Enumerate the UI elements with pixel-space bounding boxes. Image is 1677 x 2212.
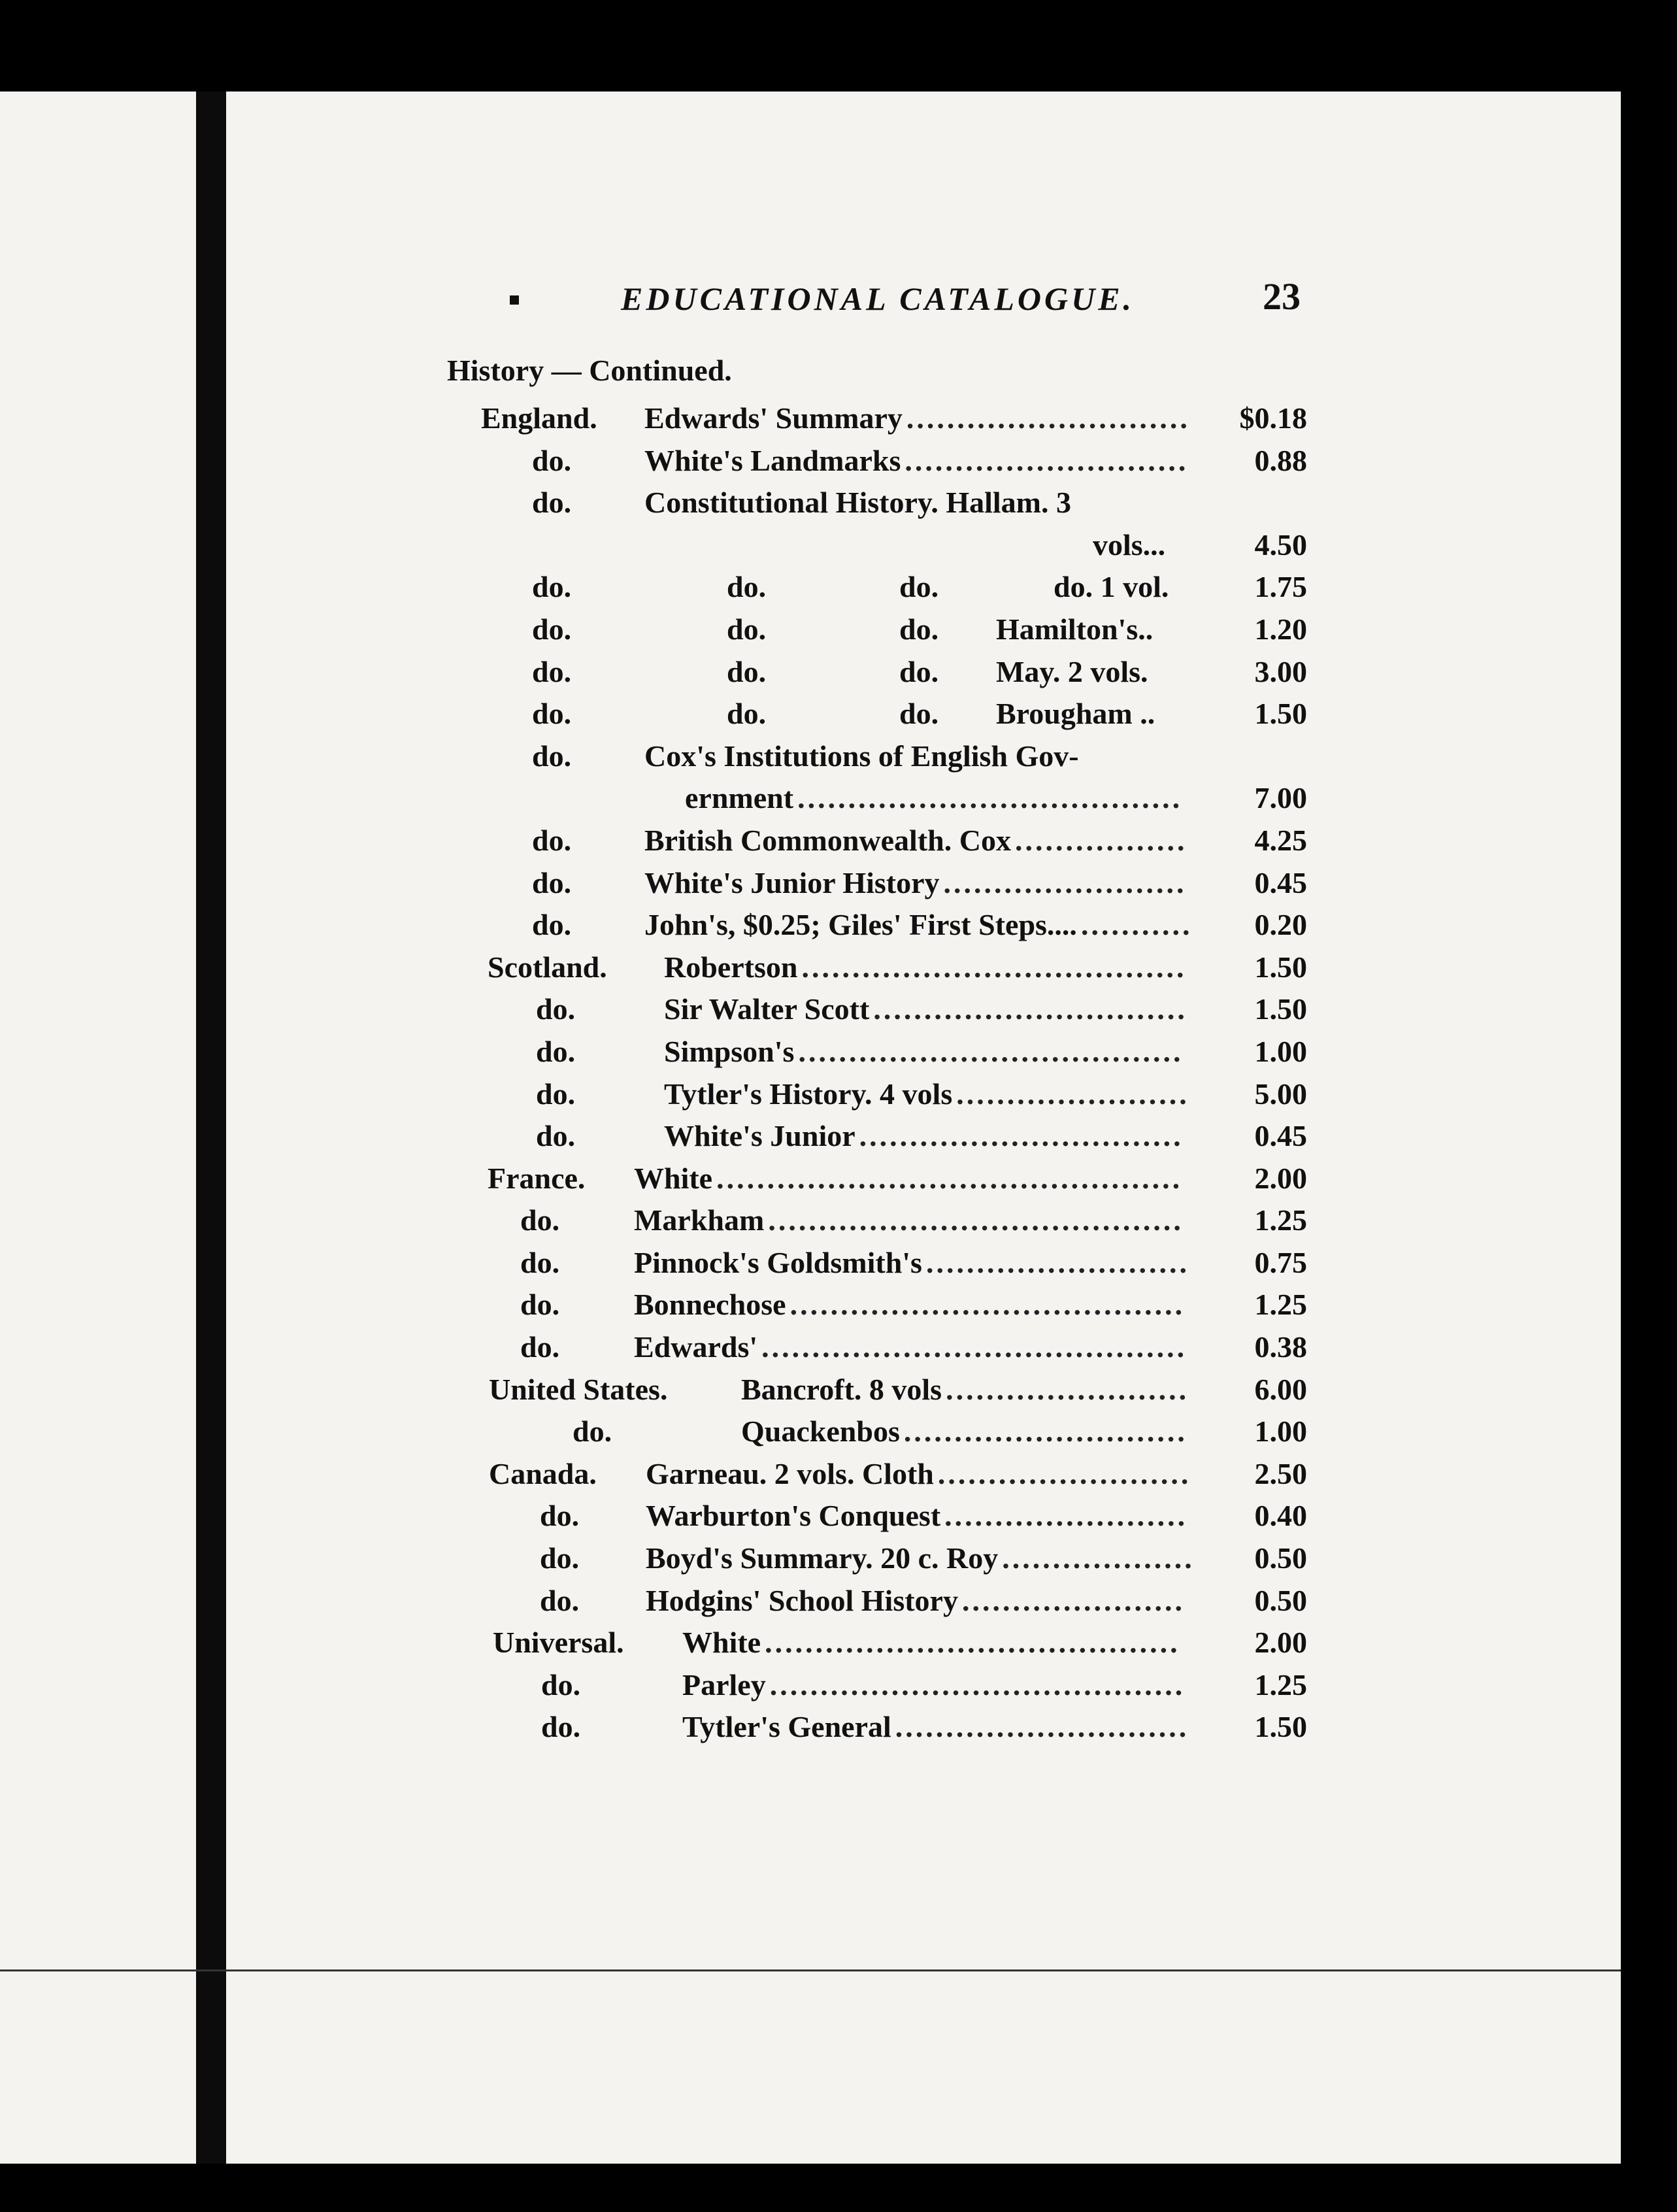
entry-title: Bancroft. 8 vols xyxy=(741,1372,942,1406)
entry-subject: do. xyxy=(536,1034,576,1068)
entry-price: 4.25 xyxy=(1254,823,1307,857)
catalogue-entry xyxy=(0,1537,1677,1580)
entry-price: 0.40 xyxy=(1254,1499,1307,1533)
leader-dots: ......................... xyxy=(937,1456,1191,1490)
leader-dots: ...................................... xyxy=(798,1034,1184,1068)
entry-title: White's Junior History xyxy=(644,865,940,899)
entry-subject: do. xyxy=(532,865,572,899)
catalogue-entry xyxy=(0,482,1677,524)
entry-title: vols... xyxy=(1093,528,1166,561)
entry-title: White's Landmarks xyxy=(644,443,901,477)
catalogue-entry xyxy=(0,947,1677,989)
entry-ditto: do. xyxy=(899,697,939,731)
leader-dots: ......................................... xyxy=(769,1667,1186,1701)
catalogue-entry xyxy=(0,1706,1677,1749)
entry-subject: do. xyxy=(520,1245,560,1279)
entry-title: Markham xyxy=(634,1203,765,1237)
entry-subject: Universal. xyxy=(493,1626,624,1660)
entry-title: Hamilton's.. xyxy=(996,612,1154,646)
catalogue-entry xyxy=(0,693,1677,735)
catalogue-entry xyxy=(0,1326,1677,1369)
leader-dots: ......................................... xyxy=(765,1626,1180,1660)
section-heading xyxy=(447,353,732,388)
entry-title: White's Junior xyxy=(664,1119,855,1153)
catalogue-entry xyxy=(0,566,1677,609)
entry-title: Bonnechose xyxy=(634,1288,786,1322)
entry-subject: United States. xyxy=(489,1372,668,1406)
entry-ditto: do. xyxy=(727,570,767,604)
leader-dots: ...................................... xyxy=(797,781,1183,815)
catalogue-entry xyxy=(0,440,1677,482)
entry-title: John's, $0.25; Giles' First Steps.... xyxy=(644,908,1077,942)
entry-price: 1.75 xyxy=(1254,570,1307,604)
catalogue-entry xyxy=(0,524,1677,567)
entry-subject: do. xyxy=(532,823,572,857)
leader-dots: ................... xyxy=(1002,1541,1195,1575)
entry-subject: Scotland. xyxy=(488,950,607,984)
leader-dots: .......................................... xyxy=(761,1330,1187,1364)
entry-subject: do. xyxy=(520,1288,560,1322)
leader-dots: ............................. xyxy=(895,1710,1189,1744)
entry-title: Constitutional History. Hallam. 3 xyxy=(644,486,1071,520)
entry-subject: do. xyxy=(541,1667,581,1701)
leader-dots: ................. xyxy=(1014,823,1187,857)
leader-dots: ...................... xyxy=(961,1583,1185,1617)
entry-subject: do. xyxy=(532,908,572,942)
entry-price: 1.20 xyxy=(1254,612,1307,646)
section-continued: — Continued. xyxy=(551,354,732,387)
leader-dots: ............................ xyxy=(905,443,1189,477)
page-number: 23 xyxy=(1263,275,1301,318)
entry-price: 0.45 xyxy=(1254,1119,1307,1153)
entry-ditto: do. xyxy=(899,612,939,646)
entry-price: 1.50 xyxy=(1254,1710,1307,1744)
catalogue-entry xyxy=(0,904,1677,947)
entry-subject: do. xyxy=(532,612,572,646)
catalogue-entry xyxy=(0,1411,1677,1453)
entry-title: Quackenbos xyxy=(741,1415,900,1449)
entry-price: 2.00 xyxy=(1254,1161,1307,1195)
entry-ditto: do. xyxy=(727,654,767,688)
entry-subject: do. xyxy=(573,1415,612,1449)
entry-subject: do. xyxy=(532,570,572,604)
entry-title: Brougham .. xyxy=(996,697,1155,731)
catalogue-entry xyxy=(0,1664,1677,1707)
entry-title: White xyxy=(682,1626,761,1660)
entry-price: 1.25 xyxy=(1254,1667,1307,1701)
section-name: History xyxy=(447,354,544,387)
entry-price: 1.25 xyxy=(1254,1203,1307,1237)
catalogue-entry xyxy=(0,1073,1677,1116)
entry-price: 0.50 xyxy=(1254,1541,1307,1575)
entry-price: 6.00 xyxy=(1254,1372,1307,1406)
entry-title: Edwards' xyxy=(634,1330,758,1364)
entry-ditto: do. xyxy=(727,612,767,646)
entry-title: British Commonwealth. Cox xyxy=(644,823,1011,857)
entry-title: Parley xyxy=(682,1667,766,1701)
entry-price: 0.38 xyxy=(1254,1330,1307,1364)
entry-price: $0.18 xyxy=(1239,401,1307,435)
page-edge-rule xyxy=(0,1969,1621,1971)
catalogue-entry xyxy=(0,651,1677,694)
history-price-list xyxy=(0,397,1677,1749)
catalogue-entry xyxy=(0,1580,1677,1622)
leader-dots: ............................ xyxy=(903,1415,1187,1449)
entry-subject: do. xyxy=(540,1499,580,1533)
catalogue-entry xyxy=(0,1115,1677,1158)
entry-subject: France. xyxy=(488,1161,586,1195)
entry-title: Robertson xyxy=(664,950,798,984)
entry-price: 1.00 xyxy=(1254,1034,1307,1068)
entry-price: 0.75 xyxy=(1254,1245,1307,1279)
entry-title: Cox's Institutions of English Gov- xyxy=(644,739,1079,773)
entry-price: 0.50 xyxy=(1254,1583,1307,1617)
entry-ditto: do. xyxy=(899,654,939,688)
entry-title: Boyd's Summary. 20 c. Roy xyxy=(646,1541,999,1575)
entry-subject: do. xyxy=(536,1119,576,1153)
catalogue-entry xyxy=(0,1158,1677,1200)
running-header xyxy=(510,273,1301,326)
entry-subject: do. xyxy=(541,1710,581,1744)
leader-dots: ........................ xyxy=(943,865,1187,899)
catalogue-entry xyxy=(0,1199,1677,1242)
entry-subject: do. xyxy=(532,443,572,477)
entry-price: 2.00 xyxy=(1254,1626,1307,1660)
leader-dots: ............................ xyxy=(906,401,1190,435)
entry-price: 1.25 xyxy=(1254,1288,1307,1322)
entry-subject: do. xyxy=(520,1330,560,1364)
catalogue-entry xyxy=(0,735,1677,778)
leader-dots: ................................ xyxy=(859,1119,1184,1153)
entry-ditto: do. xyxy=(727,697,767,731)
entry-price: 7.00 xyxy=(1254,781,1307,815)
entry-title: Hodgins' School History xyxy=(646,1583,958,1617)
entry-price: 4.50 xyxy=(1254,528,1307,561)
entry-title: do. 1 vol. xyxy=(1054,570,1169,604)
catalogue-entry xyxy=(0,609,1677,651)
entry-price: 1.00 xyxy=(1254,1415,1307,1449)
catalogue-entry xyxy=(0,1031,1677,1073)
entry-title: Simpson's xyxy=(664,1034,795,1068)
entry-subject: do. xyxy=(520,1203,560,1237)
entry-price: 0.45 xyxy=(1254,865,1307,899)
catalogue-entry xyxy=(0,397,1677,440)
entry-title: Sir Walter Scott xyxy=(664,992,870,1026)
leader-dots: ....................................... xyxy=(789,1288,1186,1322)
catalogue-entry xyxy=(0,1242,1677,1284)
entry-title: ernment xyxy=(685,781,794,815)
catalogue-entry xyxy=(0,777,1677,820)
entry-subject: do. xyxy=(536,1077,576,1111)
entry-subject: England. xyxy=(481,401,597,435)
leader-dots: ........................ xyxy=(944,1499,1188,1533)
entry-price: 3.00 xyxy=(1254,654,1307,688)
leader-dots: ....................... xyxy=(956,1077,1189,1111)
entry-price: 1.50 xyxy=(1254,950,1307,984)
entry-price: 2.50 xyxy=(1254,1456,1307,1490)
header-dot xyxy=(510,295,519,305)
leader-dots: .............................................. xyxy=(716,1161,1183,1195)
entry-subject: do. xyxy=(532,739,572,773)
leader-dots: ........................ xyxy=(946,1372,1189,1406)
catalogue-entry xyxy=(0,862,1677,905)
entry-price: 1.50 xyxy=(1254,697,1307,731)
catalogue-entry xyxy=(0,1622,1677,1664)
entry-price: 0.20 xyxy=(1254,908,1307,942)
entry-price: 1.50 xyxy=(1254,992,1307,1026)
catalogue-entry xyxy=(0,1284,1677,1326)
leader-dots: ...................................... xyxy=(801,950,1187,984)
entry-subject: do. xyxy=(540,1541,580,1575)
catalogue-entry xyxy=(0,1369,1677,1411)
entry-price: 5.00 xyxy=(1254,1077,1307,1111)
catalogue-entry xyxy=(0,1495,1677,1537)
entry-ditto: do. xyxy=(899,570,939,604)
entry-subject: do. xyxy=(532,486,572,520)
entry-title: Tytler's History. 4 vols xyxy=(664,1077,953,1111)
catalogue-entry xyxy=(0,988,1677,1031)
entry-subject: do. xyxy=(536,992,576,1026)
entry-price: 0.88 xyxy=(1254,443,1307,477)
entry-subject: do. xyxy=(532,654,572,688)
entry-subject: do. xyxy=(540,1583,580,1617)
leader-dots: ......................................... xyxy=(768,1203,1184,1237)
entry-title: Garneau. 2 vols. Cloth xyxy=(646,1456,934,1490)
leader-dots: .......................... xyxy=(925,1245,1189,1279)
entry-title: White xyxy=(634,1161,713,1195)
entry-title: Pinnock's Goldsmith's xyxy=(634,1245,922,1279)
entry-title: May. 2 vols. xyxy=(996,654,1148,688)
catalogue-entry xyxy=(0,820,1677,862)
header-title: EDUCATIONAL CATALOGUE. xyxy=(621,280,1135,317)
entry-subject: Canada. xyxy=(489,1456,597,1490)
catalogue-entry xyxy=(0,1453,1677,1496)
leader-dots: ............................... xyxy=(873,992,1187,1026)
leader-dots: ........... xyxy=(1080,908,1193,942)
entry-title: Tytler's General xyxy=(682,1710,891,1744)
entry-subject: do. xyxy=(532,697,572,731)
entry-title: Edwards' Summary xyxy=(644,401,903,435)
entry-title: Warburton's Conquest xyxy=(646,1499,941,1533)
